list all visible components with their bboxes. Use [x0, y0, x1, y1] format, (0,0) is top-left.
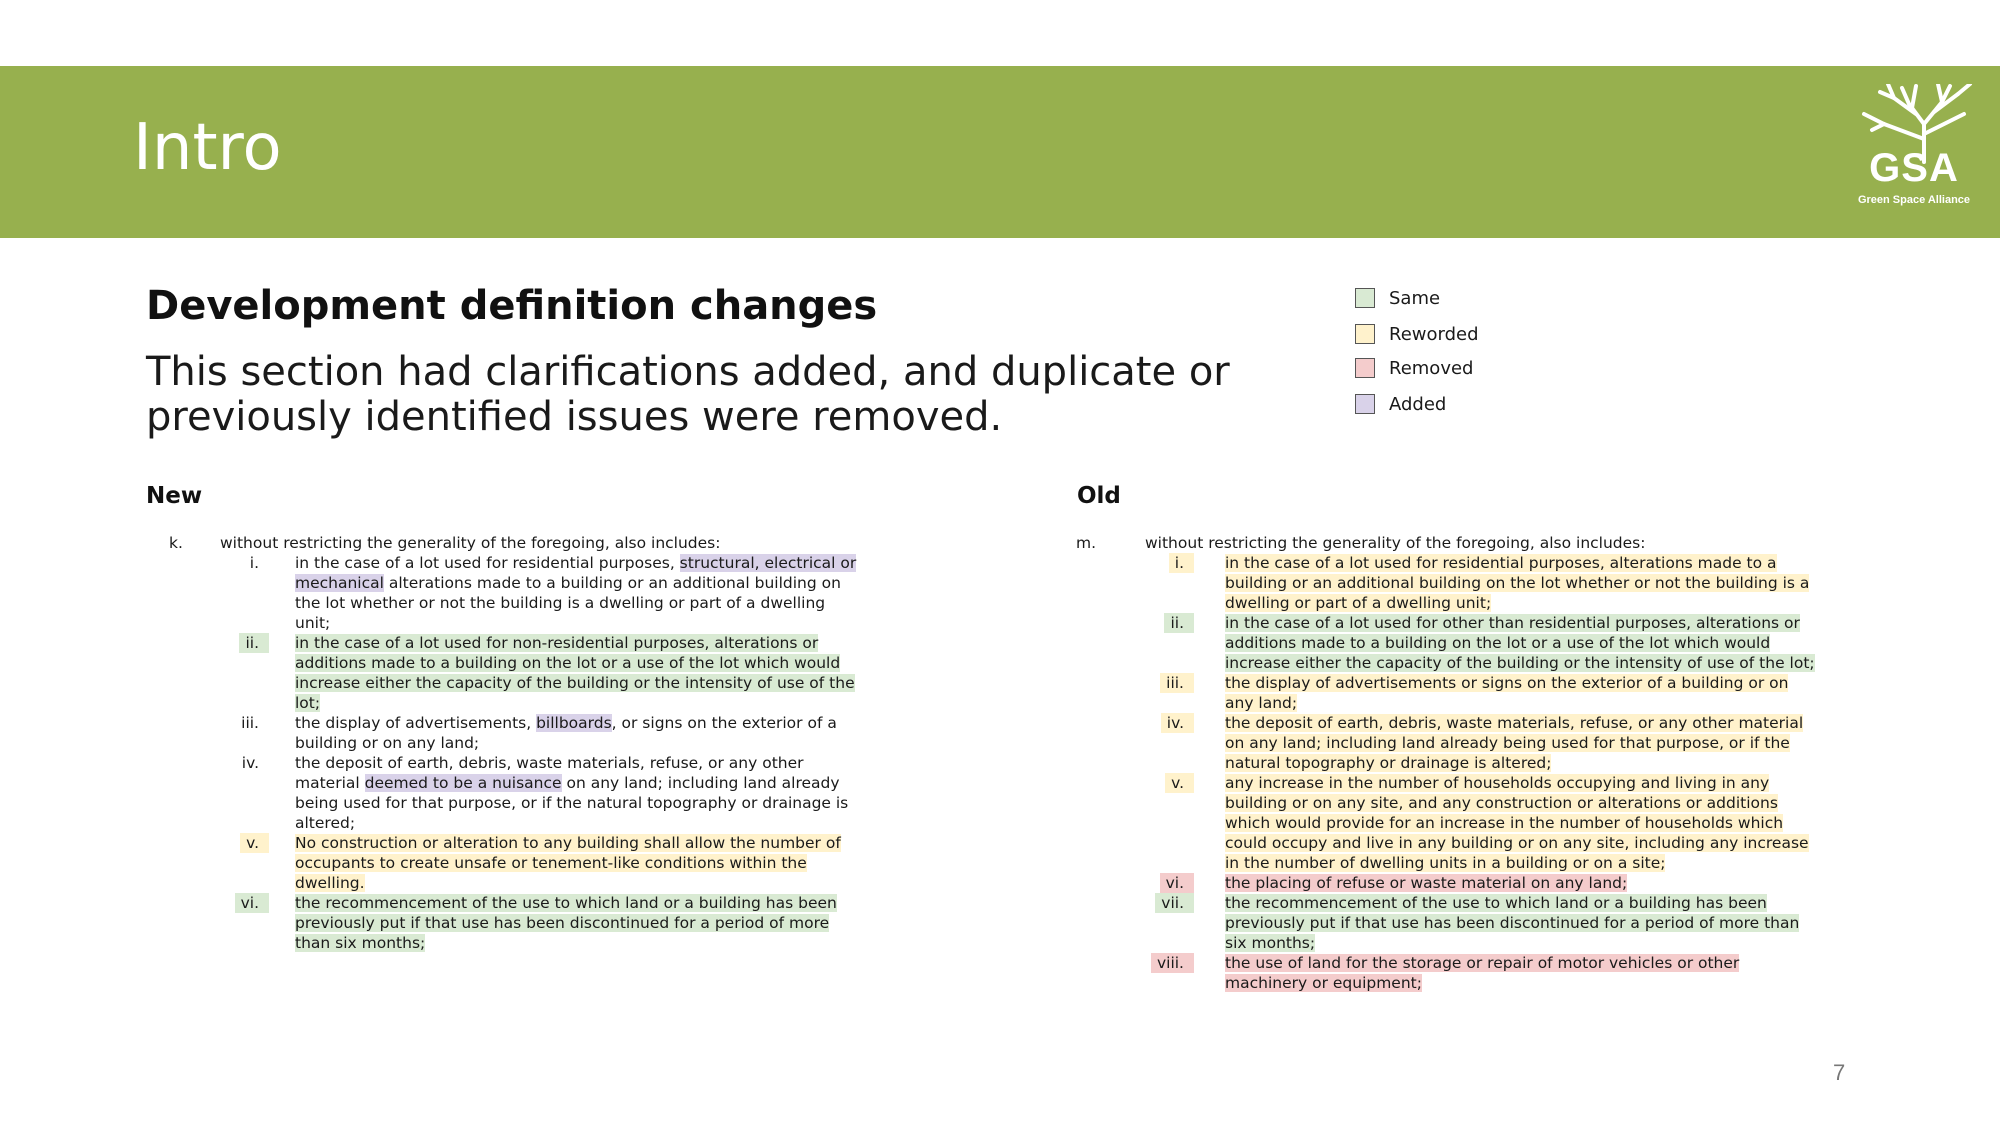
item-text-reworded: the deposit of earth, debris, waste materials, refuse, or any other material on any land; including land already being used for that purpose, or if the natural topography or drainage is altered;: [1225, 714, 1804, 772]
section-intro: This section had clarifications added, and duplicate or previously identified issues were removed.: [146, 349, 1230, 440]
legend-label: Removed: [1389, 357, 1474, 379]
item-text-reworded: No construction or alteration to any building shall allow the number of occupants to create unsafe or tenement-like conditions within the dwelling.: [295, 834, 841, 892]
item-text-plain: in the case of a lot used for residential purposes,: [295, 554, 680, 572]
item-text-plain: on any land; including land already being used for that purpose, or if the natural topography or drainage is altered;: [295, 774, 849, 832]
legend-swatch: [1355, 394, 1375, 414]
item-body: [1225, 673, 1815, 713]
item-marker: iii.: [241, 714, 259, 732]
item-body: [1225, 713, 1815, 773]
legend-swatch: [1355, 358, 1375, 378]
new-column-label: New: [146, 483, 203, 509]
item-text-added: structural, electrical or mechanical: [295, 554, 857, 592]
new-definition-list: [169, 533, 889, 953]
list-item: [1074, 673, 1815, 713]
page-title: Intro: [133, 111, 282, 185]
item-text-removed: the use of land for the storage or repair of motor vehicles or other machinery or equipment;: [1225, 954, 1740, 992]
list-item: [169, 633, 865, 713]
item-body: [1225, 613, 1815, 673]
list-item: [169, 893, 865, 953]
item-body: [295, 633, 865, 713]
list-item: [1074, 893, 1815, 953]
item-marker: ii.: [239, 633, 269, 653]
item-text-plain: the display of advertisements,: [295, 714, 537, 732]
item-marker: vi.: [235, 893, 269, 913]
item-text-added: deemed to be a nuisance: [364, 774, 562, 792]
list-item: [169, 553, 865, 633]
item-body: [295, 893, 865, 953]
item-marker: i.: [1169, 553, 1194, 573]
legend-swatch: [1355, 288, 1375, 308]
item-text-same: in the case of a lot used for other than residential purposes, alterations or additions made to a building on the lot or a use of the lot which would increase either the capacity of the building or the intensity of use of the lot;: [1225, 614, 1815, 672]
item-text-same: the recommencement of the use to which land or a building has been previously put if that use has been discontinued for a period of more than six months;: [295, 894, 837, 952]
legend-label: Same: [1389, 287, 1441, 309]
item-text-same: the recommencement of the use to which land or a building has been previously put if that use has been discontinued for a period of more than six months;: [1225, 894, 1800, 952]
item-body: [295, 553, 865, 633]
list-item: [1074, 873, 1815, 893]
title-banner: [0, 66, 2000, 238]
legend-label: Added: [1389, 393, 1447, 415]
new-items: [169, 553, 889, 953]
item-body: [1225, 953, 1815, 993]
legend-swatch: [1355, 324, 1375, 344]
item-body: [295, 833, 865, 893]
item-text-added: billboards: [536, 714, 612, 732]
logo-subtext: Green Space Alliance: [1857, 194, 1971, 206]
item-text-reworded: the display of advertisements or signs on the exterior of a building or on any land;: [1225, 674, 1789, 712]
item-marker: viii.: [1151, 953, 1194, 973]
legend-item-same: [1355, 286, 1479, 310]
item-marker: ii.: [1164, 613, 1194, 633]
lead-row: [169, 533, 889, 553]
legend-item-added: [1355, 392, 1479, 416]
item-body: [295, 753, 865, 833]
lead-text: without restricting the generality of the foregoing, also includes:: [1145, 534, 1646, 552]
color-legend: [1355, 286, 1479, 428]
logo-wordmark: GSA: [1869, 146, 1959, 190]
item-marker: vi.: [1160, 873, 1194, 893]
item-body: [1225, 553, 1815, 613]
lead-marker: m.: [1076, 534, 1097, 552]
item-text-removed: the placing of refuse or waste material on any land;: [1225, 874, 1628, 892]
item-text-plain: alterations made to a building or an additional building on the lot whether or not the building is a dwelling or part of a dwelling unit;: [295, 574, 841, 632]
item-body: [1225, 773, 1815, 873]
list-item: [1074, 553, 1815, 613]
old-items: [1074, 553, 1824, 993]
legend-item-removed: [1355, 356, 1479, 380]
item-text-reworded: in the case of a lot used for residential purposes, alterations made to a building or an additional building on the lot whether or not the building is a dwelling or part of a dwelling unit;: [1225, 554, 1810, 612]
item-marker: iii.: [1160, 673, 1194, 693]
old-definition-list: [1074, 533, 1824, 993]
item-marker: v.: [240, 833, 269, 853]
list-item: [169, 753, 865, 833]
legend-item-reworded: [1355, 322, 1479, 346]
list-item: [169, 713, 865, 753]
item-body: [295, 713, 865, 753]
legend-label: Reworded: [1389, 323, 1479, 345]
item-marker: v.: [1165, 773, 1194, 793]
section-heading: Development definition changes: [146, 283, 878, 329]
item-text-plain: , or signs on the exterior of a building or on any land;: [295, 714, 837, 752]
item-marker: iv.: [241, 754, 259, 772]
item-marker: iv.: [1161, 713, 1194, 733]
list-item: [1074, 613, 1815, 673]
item-marker: i.: [249, 554, 259, 572]
item-marker: vii.: [1155, 893, 1194, 913]
gsa-logo: [1854, 84, 1974, 214]
item-text-reworded: any increase in the number of households occupying and living in any building or on any site, and any construction or alterations or additions which would provide for an increase in the number of households which could occupy and live in any building or on any site, including any increase in the number of dwelling units in a building or on a site;: [1225, 774, 1809, 872]
list-item: [1074, 713, 1815, 773]
list-item: [1074, 953, 1815, 993]
list-item: [1074, 773, 1815, 873]
item-body: [1225, 873, 1815, 893]
lead-marker: k.: [169, 534, 183, 552]
item-body: [1225, 893, 1815, 953]
lead-row: [1074, 533, 1824, 553]
old-column-label: Old: [1077, 483, 1121, 509]
lead-text: without restricting the generality of the foregoing, also includes:: [220, 534, 721, 552]
item-text-same: in the case of a lot used for non-residential purposes, alterations or additions made to a building on the lot or a use of the lot which would increase either the capacity of the building or the intensity of use of the lot;: [295, 634, 855, 712]
item-text-plain: the deposit of earth, debris, waste materials, refuse, or any other material: [295, 754, 804, 792]
list-item: [169, 833, 865, 893]
page-number: 7: [1833, 1060, 1846, 1085]
